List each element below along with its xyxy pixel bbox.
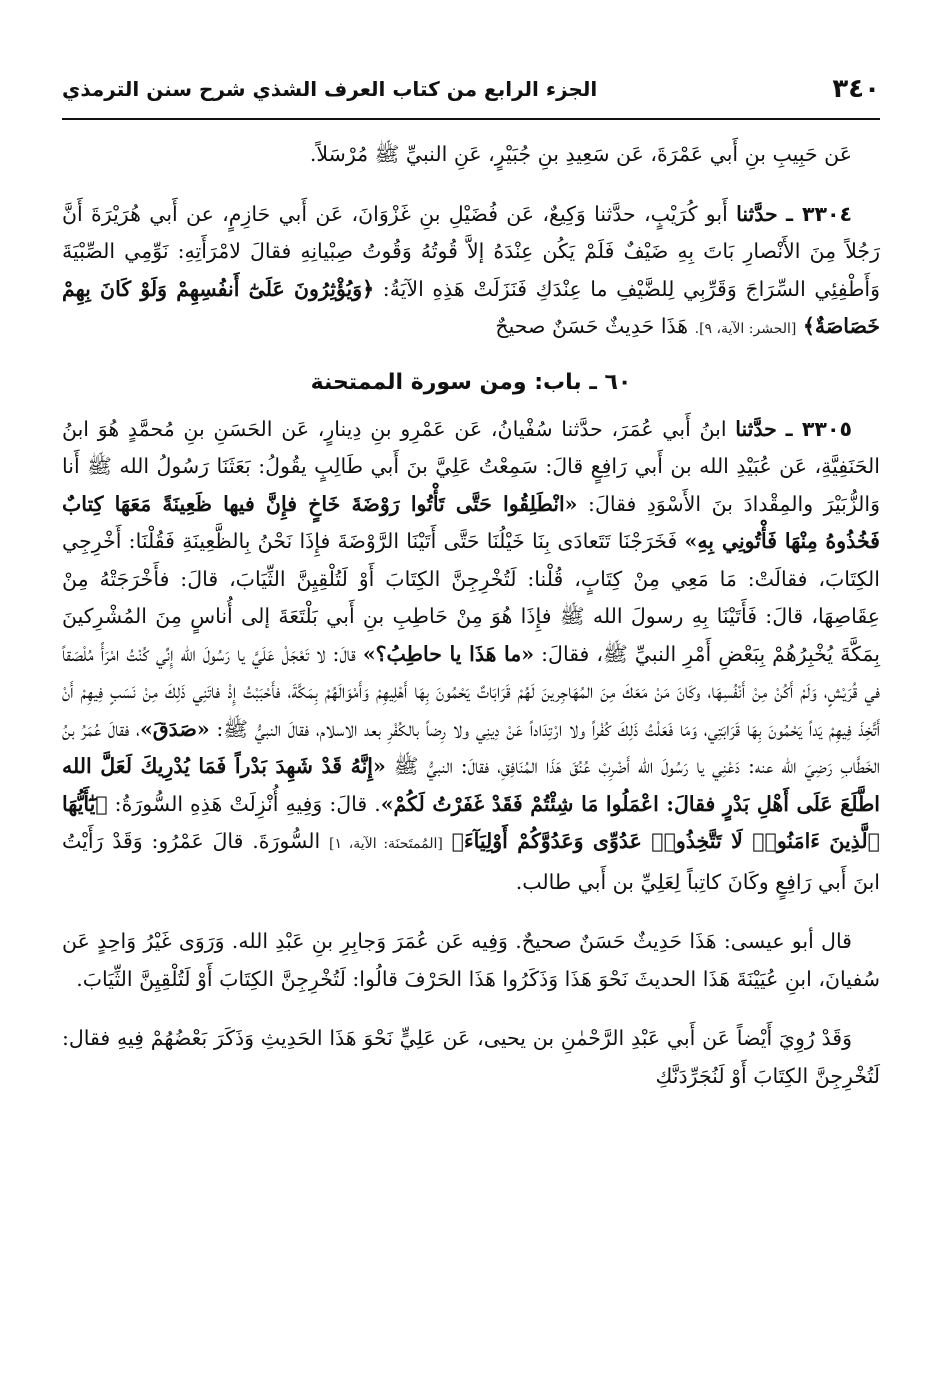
paragraph-text: عَن حَبِيبِ بنِ أَبي عَمْرَةَ، عَن سَعِيدِ بنِ جُبَيْرٍ، عَنِ النبيِّ ﷺ مُرْسَلاً. [309,142,852,166]
paragraph-mursal [62,136,880,174]
quran-verse: ﴿يَٰٓأَيُّهَا ٱلَّذِينَ ءَامَنُوا۟ لَا تَتَّخِذُوا۟ عَدُوِّى وَعَدُوَّكُمْ أَوْلِيَآءَ﴾ [62,791,880,853]
hadith-text-4: ، فقالَ عُمَرُ بنُ الخَطَّابِ رَضِيَ الله عنه: دَعْنِي يا رَسُولَ الله أَضْرِبْ عُنُقَ هَذَا المُنَافِقِ، فقالَ: النبيُّ ﷺ [62,716,880,778]
prophet-quote-1: «انْطَلِقُوا حَتَّى تَأْتُوا رَوْضَةَ خَاخٍ فإِنَّ فيها ظَعِينَةً مَعَهَا كِتابٌ فَخُذُوهُ مِنْهَا فَأْتُونِي بِهِ» [62,491,880,553]
hadith-text-2: فَخَرَجْنَا تَتَعادَى بِنَا خَيْلُنَا حَتَّى أَتَيْنَا الرَّوْضَةَ فإِذَا نَحْنُ بِالظَّعِينَةِ فَقُلْنَا: أَخْرِجِي الكِتَابَ، فقالَتْ: مَا مَعِي مِنْ كِتَابٍ، قُلْنا: لَتُخْرِجِنَّ الكِتَابَ أَوْ لَتُلْقِيِنَّ الثِّيَابَ، قالَ: فأَخْرَجَتْهُ مِنْ عِقَاصِهَا، قالَ: فَأَتَيْنَا بِهِ رسولَ الله ﷺ فإِذَا هُوَ مِنْ حَاطِبِ بنِ أَبي بَلْتَعَةَ إلى أُناسٍ مِنَ المُشْرِكينَ بِمَكَّةَ يُخْبِرُهُمْ بِبَعْضِ أَمْرِ النبيِّ ﷺ، فقالَ: [62,529,880,666]
verse-citation: [المُمتَحنَة: الآية، ١] [329,836,443,852]
hadith-text-3: قالَ: لا تَعْجَلْ عَلَيَّ يا رَسُولَ الله إِنِّي كُنْتُ امْرَأً مُلْصَقاً في قُرَيْشٍ، وَلَمْ أَكُنْ مِنْ أَنْفُسِهَا، وكَانَ مَنْ مَعَكَ مِنَ المُهَاجِرينَ لَهُمْ قَرَابَاتٌ يَحْمُونَ بِهَا أَهْلِيهِمْ وَأَمْوَالَهُمْ بِمَكَّةَ، فأَحْبَبْتُ إِذْ فاتَنِي ذَلِكَ مِنْ نَسَبٍ فِيهِمْ أَنْ أَتَّخِذَ فِيهِمْ يَداً يَحْمُونَ بِهَا قَرَابَتِي، وَمَا فَعَلْتُ ذَلِكَ كُفْراً ولا ارْتِدَاداً عَنْ دِينِي ولا رِضاً بالكُفْرِ بعد الاسلام، فقالَ النبيُّ ﷺ: [62,641,880,741]
hadith-3304 [62,196,880,349]
hadith-number: ٣٣٠٥ ـ [785,416,852,441]
hadith-number: ٣٣٠٤ ـ [786,201,852,226]
hadith-text-6: السُّورَةَ. قالَ عَمْرُو: وَقَدْ رَأَيْتُ ابنَ أَبي رَافِعٍ وكَانَ كاتِباً لِعَلِيِّ بن أَبي طالب. [62,829,880,894]
page-header [62,60,880,120]
prophet-quote-4: «إِنَّهُ قَدْ شَهِدَ بَدْراً فَمَا يُدْرِيكَ لَعَلَّ الله اطَّلَعَ عَلَى أَهْلِ بَدْرٍ فقالَ: اعْمَلُوا مَا شِئْتُمْ فَقَدْ غَفَرْتُ لَكُمْ» [62,754,880,816]
quran-verse: ﴿وَيُؤْثِرُونَ عَلَىٰٓ أَنفُسِهِمْ وَلَوْ كَانَ بِهِمْ خَصَاصَةٌ﴾ [62,276,880,338]
page-number: ٣٤٠ [832,74,880,104]
page [62,60,880,1338]
running-title: الجزء الرابع من كتاب العرف الشذي شرح سنن الترمذي [62,77,598,101]
haddathana-label: حدَّثنا [736,201,778,226]
verse-citation: [الحشر: الآية، ٩]. [694,321,797,337]
paragraph-text: وَقَدْ رُوِيَ أَيْضاً عَن أَبي عَبْدِ الرَّحْمٰنِ بن يحيى، عَن عَلِيٍّ نَحْوَ هَذَا الحَدِيثِ وَذَكَرَ بَعْضُهُمْ فِيهِ فقال: لَتُخْرِجِنَّ الكِتَابَ أَوْ لَنُجَرِّدَنَّكِ [62,1026,880,1088]
paragraph-abu-isa [62,923,880,998]
haddathana-label: حدَّثنا [735,416,777,441]
hadith-text-5: . قالَ: وَفِيهِ أُنْزِلَتْ هَذِهِ السُّورَةُ: [114,791,381,816]
paragraph-riwaya [62,1020,880,1095]
hadith-text-1: ابنُ أَبي عُمَرَ، حدَّثنا سُفْيانُ، عَن عَمْرِو بنِ دِينارٍ، عَن الحَسَنِ بنِ مُحمَّدٍ هُوَ ابنُ الحَنَفِيَّةِ، عَن عُبَيْدِ الله بن أَبي رَافِعٍ قالَ: سَمِعْتُ عَلِيَّ بنَ أَبي طَالِبٍ يقُولُ: بَعَثَنَا رَسُولُ الله ﷺ أَنا وَالزُّبَيْرَ والمِقْدادَ بنَ الأَسْوَدِ فقالَ: [62,416,880,516]
hadith-grade: هَذَا حَدِيثٌ حَسَنٌ صحيحٌ [495,314,689,338]
paragraph-text: قال أبو عيسى: هَذَا حَدِيثٌ حَسَنٌ صحيحٌ. وَفِيه عَن عُمَرَ وَجابِرِ بنِ عَبْدِ الله. وَرَوَى غَيْرُ وَاحِدٍ عَن سُفيانَ، ابنِ عُيَيْنَةَ هَذَا الحديثَ نَحْوَ هَذَا وَذَكَرُوا هَذَا الحَرْفَ قالُوا: لَتُخْرِجِنَّ الكِتَابَ أَوْ لَتُلْقِيِنَّ الثِّيَابَ. [62,929,880,991]
chapter-heading: ٦٠ ـ باب: ومن سورة الممتحنة [310,369,632,395]
hadith-body: أَبو كُرَيْبٍ، حدَّثنا وَكِيعٌ، عَن فُضَيْلِ بنِ غَزْوَانَ، عَن أَبي حَازِمٍ، عن أَبي هُرَيْرَةَ أَنَّ رَجُلاً مِنَ الأَنْصارِ بَاتَ بِهِ ضَيْفٌ فَلَمْ يَكُن عِنْدَهُ إلاَّ قُوتُهُ وَقُوتُ صِبْيانِهِ فقالَ لامْرَأَتِهِ: نَوِّمِي الصِّبْيَةَ وَأَطْفِئِي السِّرَاجَ وَقَرِّبِي لِلضَّيْفِ ما عِنْدَكِ فَنَزَلَتْ هَذِهِ الآيَةُ: [62,201,880,301]
prophet-quote-3: «صَدَقَ» [139,716,210,741]
prophet-quote-2: «ما هَذَا يا حاطِبُ؟» [362,641,535,666]
page-content [62,136,880,1095]
hadith-3305 [62,411,880,902]
